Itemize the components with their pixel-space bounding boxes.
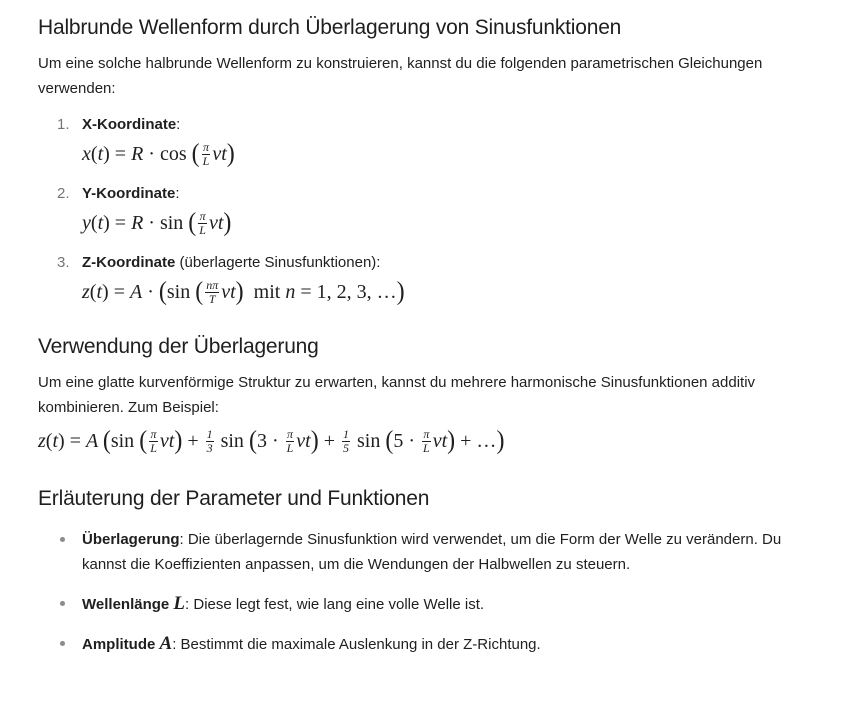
item-label: Z-Koordinate — [82, 254, 176, 271]
list-number: 1. — [57, 116, 70, 133]
formula-y: y(t) = R · sin ( $\frac{\pi}{L}$ vt) — [82, 208, 232, 238]
item-label: Amplitude — [82, 636, 160, 653]
item-text: : Diese legt fest, wie lang eine volle Welle ist. — [185, 596, 485, 613]
item-suffix: (überlagerte Sinusfunktionen): — [175, 254, 381, 271]
formula-z: z(t) = A · (sin ( $\frac{n\pi}{T}$ vt) mit n = 1, 2, 3, …) — [82, 277, 405, 307]
item-text: : Bestimmt die maximale Auslenkung in der Z-Richtung. — [172, 636, 541, 653]
item-label: Y-Koordinate — [82, 185, 176, 202]
item-label: Wellenlänge — [82, 596, 174, 613]
section-heading-usage: Verwendung der Überlagerung — [38, 335, 319, 358]
list-item-x — [38, 112, 823, 170]
bullet-icon — [60, 601, 65, 606]
list-item-wavelength — [38, 591, 823, 617]
bullet-icon — [60, 537, 65, 542]
section-intro: Um eine solche halbrunde Wellenform zu konstruieren, kannst du die folgenden parametrischen Gleichungen verwenden: — [38, 55, 763, 97]
formula-x: x(t) = R · cos ( $\frac{\pi}{L}$ vt) — [82, 139, 235, 169]
list-item-superposition — [38, 527, 823, 577]
formula-superposition: z(t) = A (sin ( $\frac{\pi}{L}$ vt) + $\frac{1}{3}$ sin (3 · $\frac{\pi}{L}$ vt) + $\frac{1}{5}$ sin (5 · $\frac{\pi}{L}$ vt) + …) — [38, 426, 505, 456]
list-item-amplitude — [38, 631, 823, 657]
item-label: X-Koordinate — [82, 116, 177, 133]
item-symbol: A — [159, 633, 173, 654]
coordinate-list — [38, 112, 823, 308]
item-suffix: : — [175, 185, 180, 202]
section-heading-parameters: Erläuterung der Parameter und Funktionen — [38, 487, 430, 510]
item-suffix: : — [176, 116, 181, 133]
list-item-z — [38, 250, 823, 308]
list-number: 3. — [57, 254, 70, 271]
section-heading-superposition: Halbrunde Wellenform durch Überlagerung von Sinusfunktionen — [38, 16, 622, 39]
item-text: : Die überlagernde Sinusfunktion wird verwendet, um die Form der Welle zu verändern. Du kannst die Koeffizienten anpassen, um die Wendungen der Halbwellen zu steuern. — [82, 531, 782, 573]
bullet-icon — [60, 641, 65, 646]
list-number: 2. — [57, 185, 70, 202]
list-item-y — [38, 181, 823, 239]
parameter-list — [38, 527, 823, 657]
section-intro: Um eine glatte kurvenförmige Struktur zu erwarten, kannst du mehrere harmonische Sinusfunktionen additiv kombinieren. Zum Beispiel: — [38, 374, 756, 416]
item-label: Überlagerung — [82, 531, 180, 548]
item-symbol: L — [173, 593, 186, 614]
